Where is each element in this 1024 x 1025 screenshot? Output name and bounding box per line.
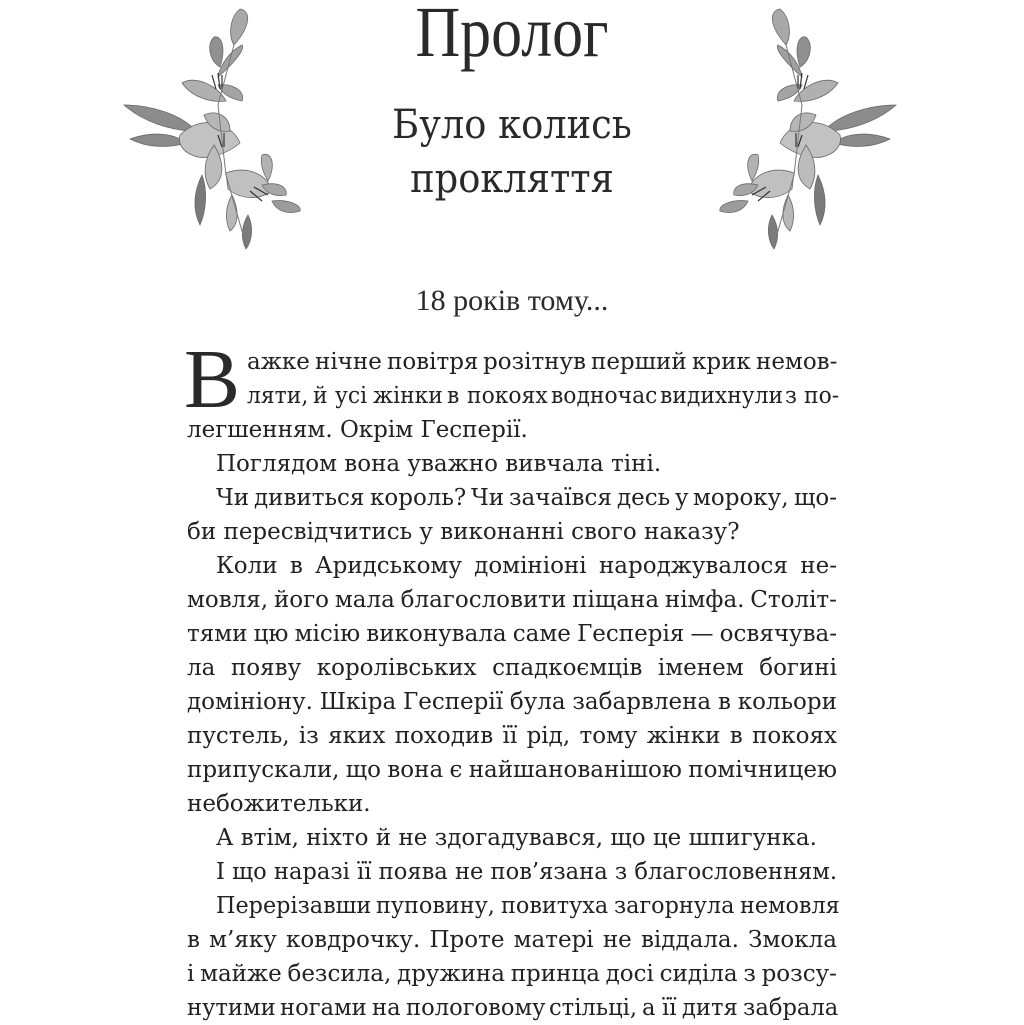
word: є — [449, 757, 463, 783]
word: що — [345, 757, 382, 783]
word: нутими — [187, 995, 276, 1021]
word: в — [289, 553, 303, 579]
chapter-subtitle-line-1: Було колись — [392, 102, 632, 148]
word: розсу- — [761, 961, 837, 987]
word: принца — [510, 961, 600, 987]
word: на — [371, 995, 401, 1021]
text-line-content: би пересвідчитись у виконанні свого наказу? — [187, 519, 740, 545]
word: забрала — [743, 995, 839, 1021]
text-line — [187, 923, 837, 957]
word: благословити — [400, 587, 567, 613]
text-line — [187, 481, 837, 515]
word: безсила, — [287, 961, 392, 987]
word: десь — [616, 485, 670, 511]
word: виконувала — [366, 621, 507, 647]
word: королівських — [316, 655, 477, 681]
word: досі — [605, 961, 654, 987]
text-line — [187, 719, 837, 753]
word: немов- — [755, 349, 837, 375]
word: мороку, — [693, 485, 789, 511]
text-line — [187, 821, 837, 855]
chapter-subtitle — [41, 98, 983, 206]
word: дивиться — [254, 485, 365, 511]
word: помічницею — [688, 757, 837, 783]
word: ляти, — [247, 383, 309, 409]
word: ногами — [280, 995, 368, 1021]
text-line — [187, 447, 837, 481]
word: майже — [200, 961, 282, 987]
text-line — [187, 345, 837, 379]
word: вона — [387, 757, 444, 783]
word: водночас — [551, 383, 658, 409]
text-line — [187, 413, 837, 447]
word: покоях — [466, 383, 548, 409]
word: повитуха — [500, 893, 608, 919]
word: король? — [369, 485, 466, 511]
word: походив — [394, 723, 494, 749]
text-line — [187, 651, 837, 685]
word: іменем — [657, 655, 744, 681]
word: Перерізавши — [216, 893, 372, 919]
word: Гесперії — [402, 689, 504, 715]
word: м’яку — [209, 927, 277, 953]
word: народжувалося — [598, 553, 788, 579]
word: дружина — [397, 961, 505, 987]
text-line-content: Поглядом вона уважно вивчала тіні. — [216, 451, 662, 477]
word: Коли — [216, 553, 278, 579]
word: в — [187, 927, 200, 953]
word: покоях — [752, 723, 837, 749]
text-line — [187, 549, 837, 583]
word: забарвлена — [572, 689, 712, 715]
word: із — [298, 723, 319, 749]
word: у — [674, 485, 689, 511]
word: немовля — [740, 893, 840, 919]
text-line — [187, 889, 840, 923]
word: місію — [294, 621, 361, 647]
word: кольори — [737, 689, 837, 715]
text-line — [187, 617, 837, 651]
word: домініоні — [474, 553, 587, 579]
chapter-title: Пролог — [415, 0, 609, 72]
word: рід, — [526, 723, 571, 749]
time-marker: 18 років тому... — [415, 284, 609, 317]
text-line-content: небожительки. — [187, 791, 371, 817]
word: нічне — [314, 349, 382, 375]
word: появу — [230, 655, 302, 681]
word: в — [447, 383, 460, 409]
word: Чи — [470, 485, 504, 511]
word: сиділа — [659, 961, 738, 987]
text-line — [187, 379, 837, 413]
word: пологовому — [406, 995, 546, 1021]
word: в — [729, 723, 743, 749]
word: а — [642, 995, 656, 1021]
word: пустель, — [187, 723, 290, 749]
word: по- — [803, 383, 839, 409]
word: дитя — [682, 995, 738, 1021]
text-line — [187, 583, 837, 617]
word: спадкоємців — [492, 655, 643, 681]
word: крик — [691, 349, 751, 375]
word: жінки — [646, 723, 721, 749]
word: мала — [334, 587, 395, 613]
text-line — [187, 515, 837, 549]
word: Чи — [216, 485, 250, 511]
word: не- — [800, 553, 837, 579]
word: Змокла — [748, 927, 837, 953]
text-line — [187, 787, 837, 821]
word: його — [273, 587, 330, 613]
word: перший — [591, 349, 687, 375]
text-line — [187, 855, 837, 889]
word: повітря — [386, 349, 479, 375]
chapter-subtitle-line-2: прокляття — [410, 156, 614, 202]
word: яких — [328, 723, 386, 749]
word: богині — [759, 655, 837, 681]
text-line — [187, 685, 837, 719]
word: була — [509, 689, 566, 715]
word: цю — [253, 621, 289, 647]
word: жінки — [372, 383, 443, 409]
word: її — [502, 723, 518, 749]
word: саме — [512, 621, 571, 647]
word: припускали, — [187, 757, 340, 783]
text-line — [187, 991, 837, 1025]
word: з — [743, 961, 756, 987]
word: тому — [579, 723, 638, 749]
word: розітнув — [483, 349, 587, 375]
word: Гесперія — [577, 621, 685, 647]
word: що- — [793, 485, 837, 511]
word: ла — [187, 655, 216, 681]
word: і — [187, 961, 195, 987]
word: домініону. — [187, 689, 313, 715]
word: пуповину, — [376, 893, 495, 919]
text-line-content: А втім, ніхто й не здогадувався, що це шпигунка. — [216, 825, 817, 851]
drop-cap: В — [184, 333, 241, 426]
text-line-content: легшенням. Окрім Гесперії. — [187, 417, 528, 443]
text-line — [187, 957, 837, 991]
word: віддала. — [640, 927, 739, 953]
word: зачаївся — [508, 485, 612, 511]
word: Аридському — [315, 553, 462, 579]
body-text — [184, 333, 840, 1025]
word: загорнула — [614, 893, 735, 919]
word: з — [784, 383, 797, 409]
text-line-content: І що наразі її поява не пов’язана з благословенням. — [216, 859, 837, 885]
word: усі — [334, 383, 367, 409]
text-line — [187, 753, 837, 787]
word: піщана — [572, 587, 660, 613]
word: освячува- — [719, 621, 837, 647]
word: Шкіра — [319, 689, 397, 715]
word: найшанованішою — [468, 757, 682, 783]
word: Проте — [429, 927, 505, 953]
word: ажке — [247, 349, 310, 375]
word: Століт- — [750, 587, 837, 613]
word: німфа. — [664, 587, 745, 613]
word: — — [690, 621, 714, 647]
word: стільці, — [549, 995, 638, 1021]
word: й — [313, 383, 328, 409]
word: мовля, — [187, 587, 269, 613]
word: тями — [187, 621, 248, 647]
word: видихнули — [659, 383, 783, 409]
word: матері — [513, 927, 594, 953]
word: її — [661, 995, 677, 1021]
word: ковдрочку. — [285, 927, 421, 953]
word: не — [602, 927, 632, 953]
word: в — [717, 689, 731, 715]
